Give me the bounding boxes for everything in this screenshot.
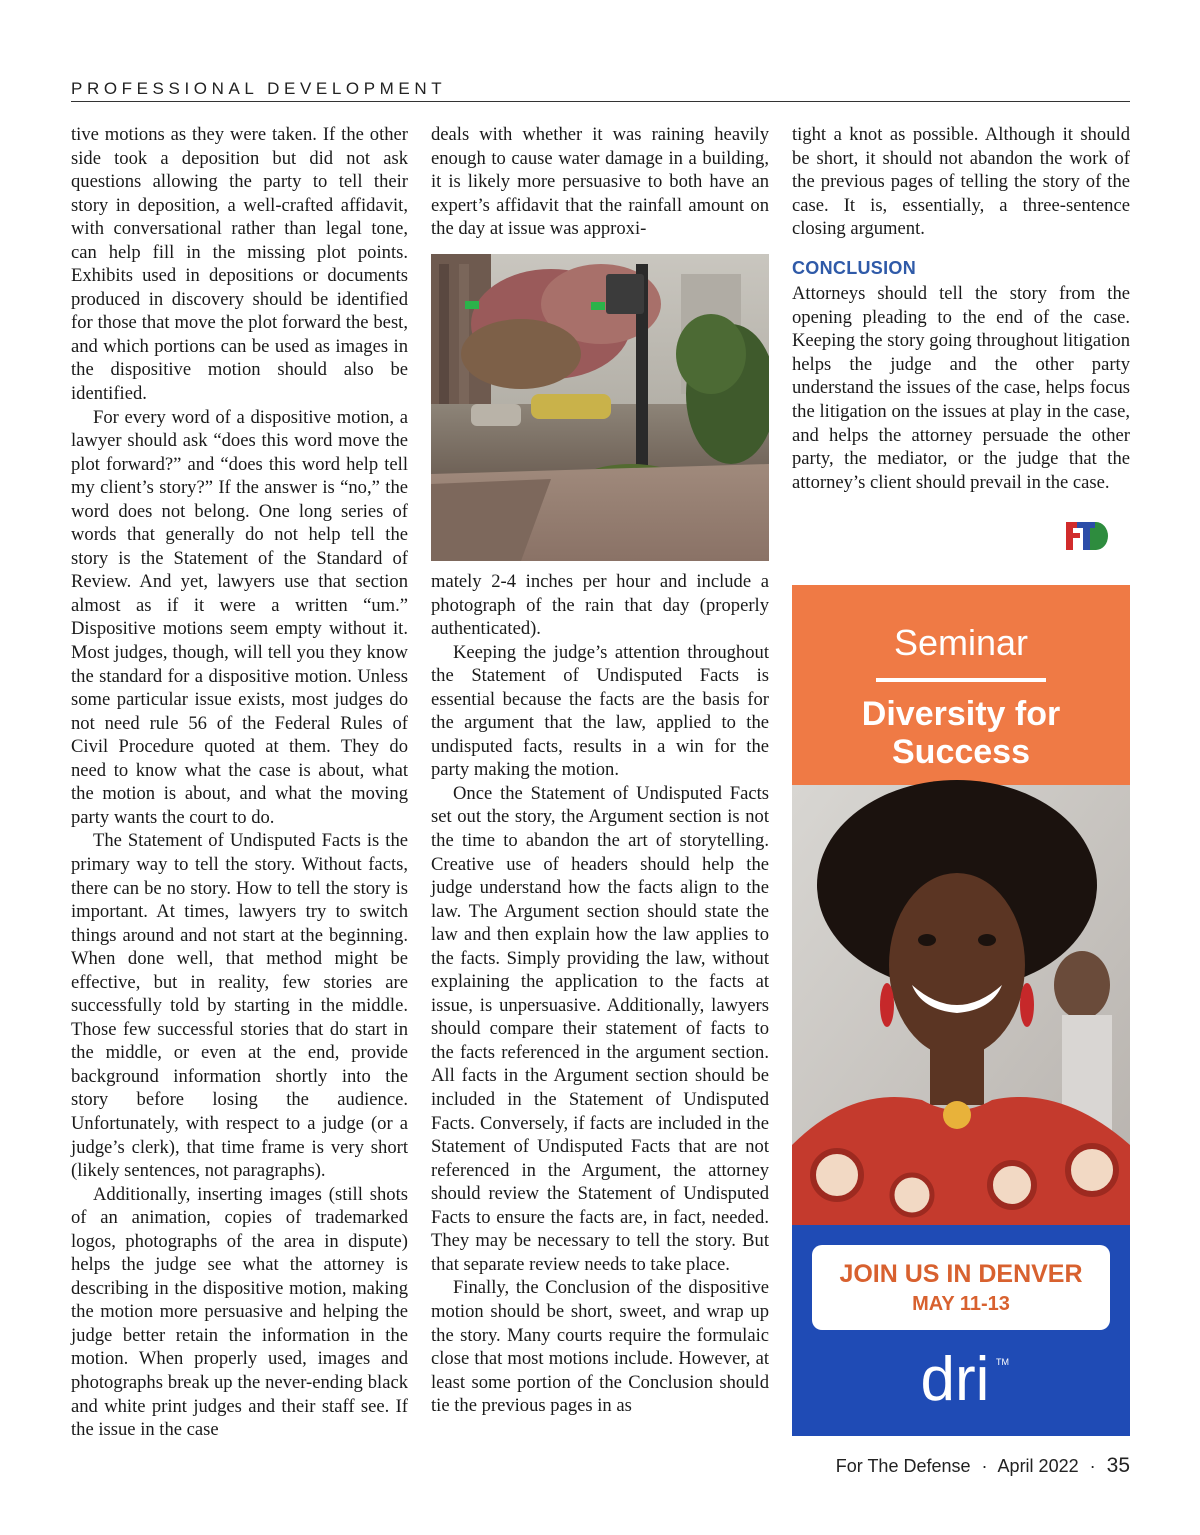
paragraph: Once the Statement of Undisputed Facts set out the story, the Argument section is not the time to abandon the art of storytelling. Creative use of headers should help the judge understand how the facts align to the law. The Argument section should state the law and then explain how the law applies to the facts. Simply providing the law, without explaining the application to the facts at issue, is unpersuasive. Additionally, lawyers should compare their statement of facts to the facts referenced in the argument section. All facts in the Argument section should be included in the Statement of Undisputed Facts. Conversely, if facts are included in the Statement of Undisputed Facts that are not referenced in the Argument, the attorney should review the Statement of Undisputed Facts to ensure the facts are, in fact, needed. They may be necessary to tell the story. But that separate review needs to take place. (431, 782, 769, 1275)
issue-date: April 2022 (997, 1456, 1079, 1476)
paragraph: Additionally, inserting images (still shots of an animation, copies of trademarked logos, photographs of the area in dispute) helps the judge see what the attorney is describing in the dispositive motion, making the motion more persuasive and helping the judge better retain the information in the motion. When properly used, images and photographs break up the never-ending black and white print judges and their staff see. If the issue in the case (71, 1183, 408, 1441)
paragraph: For every word of a dispositive motion, a lawyer should ask “does this word move the plot forward?” and “does this word help tell my client’s story?” If the answer is “no,” the word does not belong. One long series of words that generally do not help tell the story is the Statement of the Standard of Review. And yet, lawyers use that section almost as if it were a written “um.” Dispositive motions seem empty without it. Most judges, though, will tell you they know the standard for a dispositive motion. Unless some particular issue exists, most judges do not need rule 56 of the Federal Rules of Civil Procedure quoted at them. They do need to know what the case is about, what the motion is about, and what the moving party wants the court to do. (71, 406, 408, 828)
page-footer (836, 1454, 1130, 1478)
paragraph: deals with whether it was raining heavily enough to cause water damage in a building, it is likely more persuasive to both have an expert’s affidavit that the rainfall amount on the day at issue was approxi- (431, 124, 769, 240)
seminar-advertisement[interactable] (792, 585, 1130, 1436)
column-3 (792, 123, 1130, 494)
ad-title: Seminar (893, 622, 1029, 663)
woman-portrait (792, 780, 1130, 1225)
paragraph: tight a knot as possible. Although it should be short, it should not abandon the work of the previous pages of telling the story of the case. It is, essentially, a three-sentence closing argument. (792, 124, 1130, 240)
paragraph: Finally, the Conclusion of the dispositive motion should be short, sweet, and wrap up the story. Many courts require the formulaic close that most motions include. However, at least some portion of the Conclusion should tie the previous pages in as (431, 1277, 769, 1417)
trademark-mark: TM (996, 1357, 1009, 1367)
paragraph: tive motions as they were taken. If the other side took a deposition but did not ask questions allowing the party to tell their story in deposition, a well-crafted affidavit, with conversational rather than legal tone, can help fill in the missing plot points. Exhibits used in depositions or documents produced in discovery should be identified for those that move the plot forward the best, and which portions can be used as images in the dispositive motion should also be identified. (71, 124, 408, 405)
column-2-top (431, 123, 769, 241)
footer-separator: · (1089, 1456, 1096, 1476)
ad-cta-line2: MAY 11-13 (912, 1293, 1010, 1315)
column-2-bottom (431, 570, 769, 1418)
ad-headline-line2: Success (892, 733, 1030, 771)
section-label: PROFESSIONAL DEVELOPMENT (71, 79, 447, 98)
paragraph: The Statement of Undisputed Facts is the primary way to tell the story. Without facts, there can be no story. How to tell the story is important. At times, lawyers try to switch things around and not start at the beginning. When done well, that method might be effective, but in reality, few stories are successfully told by starting in the middle. Those few successful stories that do start in the middle, or even at the end, provide background information shortly into the story before losing the audience. Unfortunately, with respect to a judge (or a judge’s clerk), that time frame is very short (likely sentences, not paragraphs). (71, 830, 408, 1182)
paragraph: mately 2-4 inches per hour and include a photograph of the rain that day (properly authenticated). (431, 571, 769, 640)
column-1 (71, 123, 408, 1442)
rain-street-photo (431, 254, 769, 561)
paragraph: Attorneys should tell the story from the opening pleading to the end of the case. Keeping the story going throughout litigation helps the judge and the other party understand the issues of the case, helps focus the litigation on the issues at play in the case, and helps the attorney persuade the other party, the mediator, or the judge that the attorney’s client should prevail in the case. (792, 283, 1130, 493)
conclusion-heading: CONCLUSION (792, 257, 916, 278)
ad-headline-line1: Diversity for (861, 695, 1061, 733)
footer-separator: · (981, 1456, 988, 1476)
header-rule (71, 101, 1130, 102)
ad-cta-line1: JOIN US IN DENVER (839, 1260, 1083, 1288)
dri-logo: dri (920, 1345, 990, 1414)
paragraph: Keeping the judge’s attention throughout the Statement of Undisputed Facts is essential because the facts are the basis for the argument that the law, applied to the undisputed facts, results in a win for the party making the motion. (431, 641, 769, 781)
publication-name: For The Defense (835, 1456, 971, 1476)
ad-title-rule (876, 678, 1046, 682)
ftd-logo (1064, 520, 1108, 552)
page-number: 35 (1106, 1454, 1130, 1477)
